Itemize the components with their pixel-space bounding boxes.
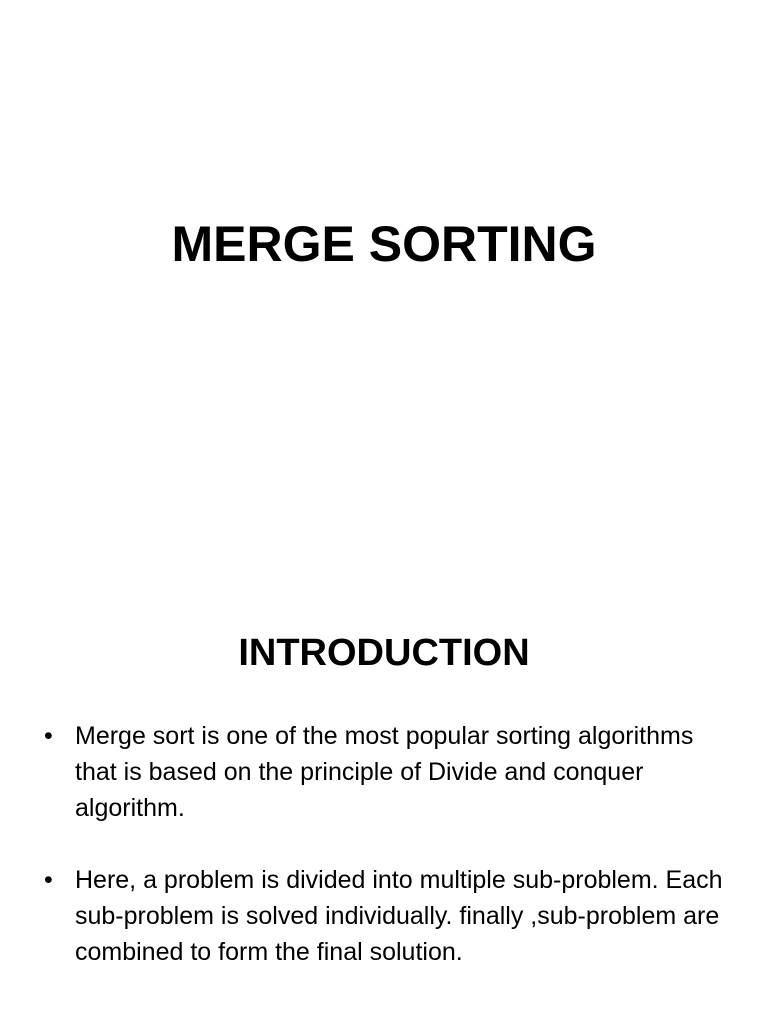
bullet-item	[0, 718, 768, 826]
bullet-list	[0, 718, 768, 970]
introduction-slide	[0, 512, 768, 1024]
bullet-icon: •	[44, 866, 53, 894]
section-heading: INTRODUCTION	[238, 632, 530, 674]
bullet-icon: •	[44, 722, 53, 750]
bullet-text: Here, a problem is divided into multiple sub-problem. Each sub-problem is solved individually. finally ,sub-problem are combined to form the final solution.	[75, 866, 723, 966]
slide-title: MERGE SORTING	[171, 216, 597, 272]
bullet-item	[0, 862, 768, 970]
bullet-text: Merge sort is one of the most popular sorting algorithms that is based on the principle of Divide and conquer algorithm.	[75, 722, 694, 822]
